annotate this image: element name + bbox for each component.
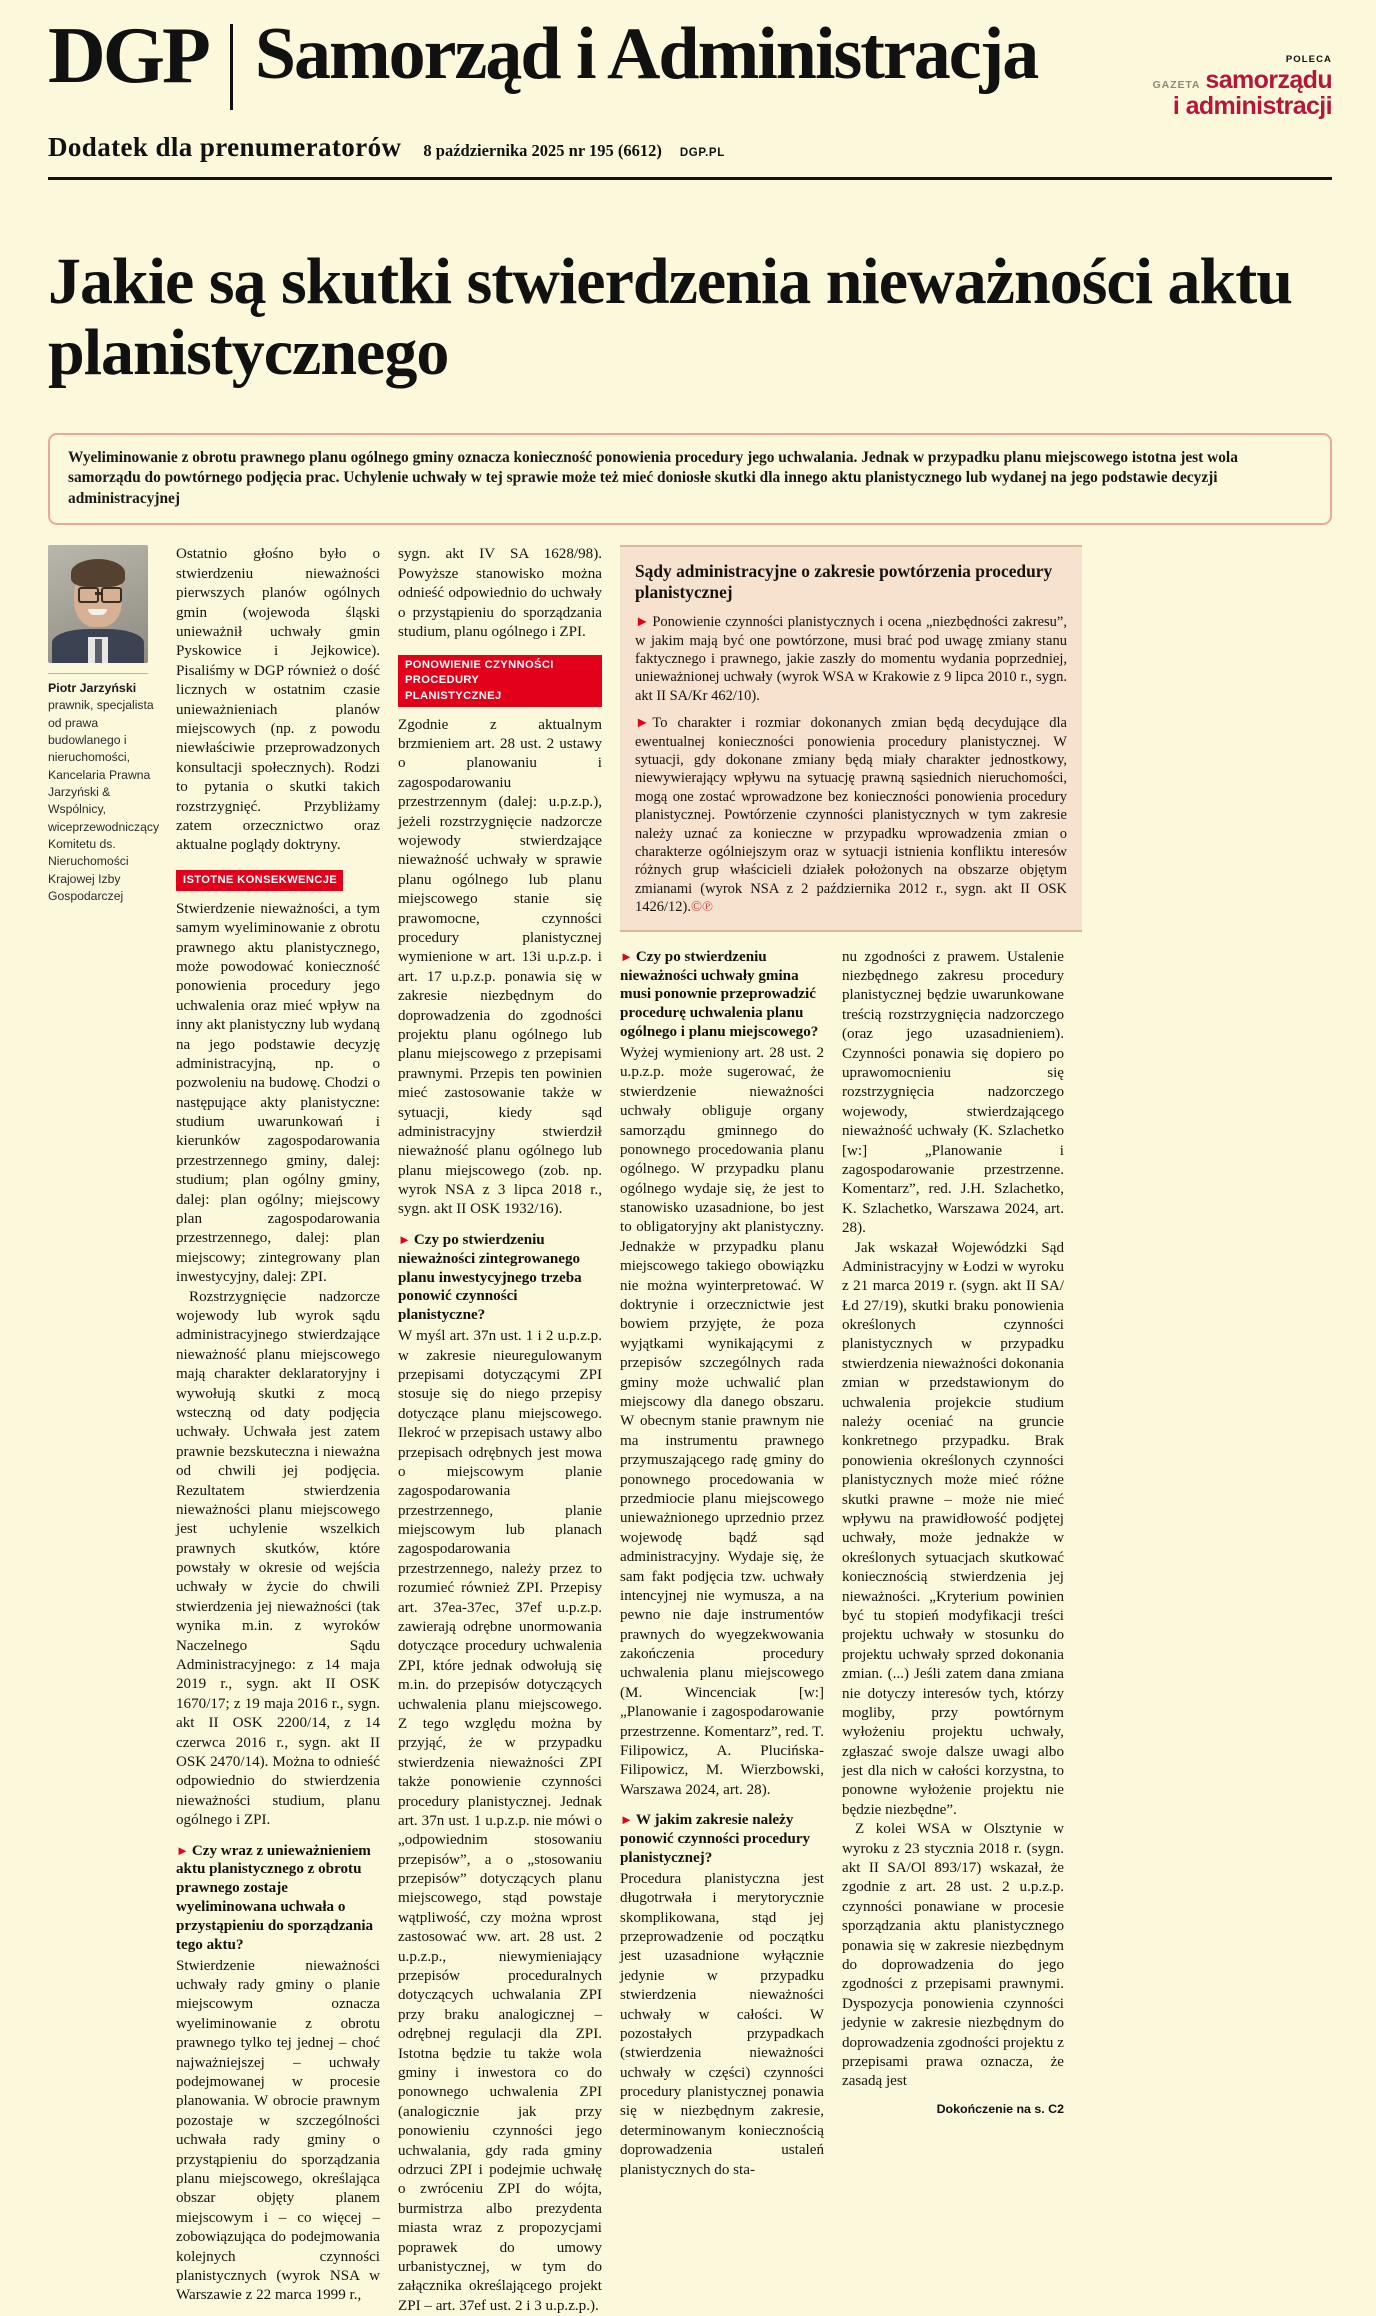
text-column-3 — [620, 948, 842, 2180]
header-rule — [48, 177, 1332, 180]
byline-divider — [48, 673, 148, 674]
paragraph: Ostatnio głośno było o stwierdzeniu nieważności pierwszych planów ogólnych gmin (wojewoda śląski unieważnił uchwały gmin Pyskowice i Jejkowice). Pisaliśmy w DGP również o dość licznych w ostatnim czasie unieważnieniach planów miejscowych (np. z powodu niewłaściwie przeprowadzonych konsultacji społecznych). Rodzi to pytania o skutki takich rozstrzygnięć. Przybliżamy zatem orzecznictwo oraz aktualne poglądy doktryny. — [176, 546, 380, 854]
arrow-icon: ► — [620, 948, 633, 964]
page-title: Jakie są skutki stwierdzenia nieważności aktu planistycznego — [48, 245, 1292, 390]
paragraph: W myśl art. 37n ust. 1 i 2 u.p.z.p. w zakresie nieuregulowanym przepisami dotyczącymi ZPI stosuje się do niego przepisy dotyczące planu miejscowego. Ilekroć w przepisach ustawy albo przepisach odrębnych jest mowa o miejscowym planie zagospodarowania przestrzennego, planie miejscowym lub planach zagospodarowania przestrzennego, należy przez to rozumieć również ZPI. Przepisy art. 37ea-37ec, 37ef u.p.z.p. zawierają odrębne unormowania dotyczące procedury uchwalenia ZPI, które jednak odwołują się m.in. do przepisów dotyczących uchwalenia planu miejscowego. Z tego względu można by przyjąć, że w przypadku stwierdzenia nieważności ZPI także ponowienie czynności procedury planistycznej. Jednak art. 37n ust. 1 u.p.z.p. nie mówi o „odpowiednim stosowaniu przepisów”, a o „stosowaniu przepisów” dotyczących planu miejscowego, stąd powstaje wątpliwość, czy można wprost zastosować ww. art. 28 ust. 2 u.p.z.p., niewymieniający przepisów proceduralnych dotyczących uchwalania ZPI przy braku analogicznej – odrębnej regulacji dla ZPI. Istotna będzie tu także wola gminy i inwestora co do ponownego uchwalenia ZPI (analogicznie jak przy ponowieniu czynności jego uchwalania, gdy rada gminy odrzuci ZPI i podejmie uchwałę o zwróceniu ZPI do wójta, burmistrza albo prezydenta miasta wraz z propozycjami poprawek do umowy urbanistycznej, w tym do załącznika określającego projekt ZPI – art. 37ef ust. 2 i 3 u.p.z.p.). — [398, 1328, 602, 2314]
masthead-divider — [230, 24, 233, 110]
promo-poleca-label: POLECA — [1285, 54, 1332, 65]
section-title: Samorząd i Administracja — [254, 13, 1038, 95]
sidebox-title: Sądy administracyjne o zakresie powtórzenia procedury planistycznej — [635, 561, 1053, 603]
promo-block — [1153, 54, 1332, 119]
arrow-icon: ► — [176, 1842, 189, 1858]
question-heading: ► W jakim zakresie należy ponowić czynności procedury planistycznej? — [620, 1812, 811, 1866]
sidebar-box-court-rulings — [620, 545, 1082, 931]
issue-date: 8 października 2025 nr 195 (6612) — [423, 141, 662, 160]
paragraph: Stwierdzenie nieważności, a tym samym wyeliminowanie z obrotu prawnego aktu planistycznego, może powodować konieczność ponowienia procedury jego uchwalenia oraz mieć wpływ na inny akt planistyczny lub wydaną na jego podstawie decyzję administracyjną, np. o pozwoleniu na budowę. Chodzi o następujące akty planistyczne: studium uwarunkowań i kierunków zagospodarowania przestrzennego gminy, dalej: studium; plan ogólny gminy, dalej: plan ogólny; miejscowy plan zagospodarowania przestrzennego, dalej: plan miejscowy; zintegrowany plan inwestycyjny, dalej: ZPI. — [176, 900, 380, 1286]
arrow-icon: ► — [620, 1812, 633, 1828]
paragraph: Stwierdzenie nieważności uchwały rady gminy o planie miejscowym oznacza wyeliminowanie z obrotu prawnego tylko tej jednej – choć najważniejszej – uchwały podejmowanej w procesie planowania. W obrocie prawnym pozostaje w szczególności uchwała rady gminy o przystąpieniu do sporządzania planu miejscowego, określająca obszar objęty planem miejscowym i – co więcej – zobowiązująca do podejmowania kolejnych czynności planistycznych (wyrok NSA w Warszawie z 22 marca 1999 r., — [176, 1957, 380, 2304]
author-name: Piotr Jarzyński — [48, 681, 137, 696]
question-heading: ► Czy po stwierdzeniu nieważności uchwały gmina musi ponownie przeprowadzić procedurę uchwalenia planu ogólnego i planu miejscowego? — [620, 948, 819, 1041]
promo-title-line2: i administracji — [1172, 92, 1332, 120]
copyright-mark: ©℗ — [690, 899, 714, 916]
paragraph: Z kolei WSA w Olsztynie w wyroku z 23 stycznia 2018 r. (sygn. akt II SA/Ol 893/17) wskazał, że zgodnie z art. 28 ust. 2 u.p.z.p. czynności ponawiane w procesie sporządzania aktu planistycznego ponawia się w zakresie niezbędnym do doprowadzenia do jego zgodności z przepisami prawnymi. Dyspozycja ponowienia czynności jedynie w zakresie niezbędnym do doprowadzenia zgodności projektu z przepisami prawa oznacza, że zasadą jest — [842, 1821, 1064, 2090]
text-column-1 — [176, 545, 398, 2316]
sidebox-item: ► Ponowienie czynności planistycznych i ocena „niezbędności zakresu”, w jakim mają być one powtórzone, musi brać pod uwagę zmiany stanu faktycznego i prawnego, jakie zaszły do momentu wydania poprzedniej, unieważnionej uchwały (wyrok WSA w Krakowie z 9 lipca 2010 r., sygn. akt II SA/Kr 462/10). — [635, 614, 1067, 704]
arrow-icon: ► — [398, 1231, 411, 1247]
paragraph: Rozstrzygnięcie nadzorcze wojewody lub wyrok sądu administracyjnego stwierdzające nieważność planu miejscowego mają charakter deklaratoryjny i wywołują skutki z mocą wsteczną od daty podjęcia uchwały. Uchwała jest zatem prawnie bezskuteczna i nieważna od chwili jej podjęcia. Rezultatem stwierdzenia nieważności planu miejscowego jest uchylenie wszelkich prawnych skutków, które powstały w okresie od wejścia uchwały w życie do chwili stwierdzenia jej nieważności (tak wynika m.in. z wyroków Naczelnego Sądu Administracyjnego: z 14 maja 2019 r., sygn. akt II OSK 1670/17; z 19 maja 2016 r., sygn. akt II OSK 2200/14, z 14 czerwca 2016 r., sygn. akt II OSK 2470/14). Można to odnieść odpowiednio do stwierdzenia nieważności studium, planu ogólnego i ZPI. — [176, 1288, 380, 1829]
lead-paragraph: Wyeliminowanie z obrotu prawnego planu ogólnego gminy oznacza konieczność ponowienia procedury jego uchwalania. Jednak w przypadku planu miejscowego istotna jest wola samorządu do powtórnego podjęcia prac. Uchylenie uchwały w tej sprawie może też mieć doniosłe skutki dla innego aktu planistycznego lub wydanej na jego podstawie decyzji administracyjnej — [48, 433, 1332, 525]
author-column — [48, 545, 176, 2316]
supplement-label: Dodatek dla prenumeratorów — [48, 132, 402, 162]
paragraph: Jak wskazał Wojewódzki Sąd Administracyjny w Łodzi w wyroku z 21 marca 2019 r. (sygn. akt II SA/Łd 27/19), skutki braku ponowienia określonych czynności planistycznych w przypadku stwierdzenia nieważności dokonania zmian w przedstawionym do uchwalenia projekcie studium należy oceniać na gruncie konkretnego przypadku. Brak ponowienia określonych czynności planistycznych może mieć różne skutki prawne – może nie mieć wpływu na prawidłowość podjętej uchwały, może jednakże w określonych sytuacjach skutkować koniecznością stwierdzenia jej nieważności. „Kryterium powinien być tu stopień modyfikacji treści projektu uchwały w stosunku do projektu uchwały sprzed dokonania zmian. (...) Jeśli zatem dana zmiana nie dotyczy interesów tych, którzy mogliby, przy powtórnym wyłożeniu projektu uchwały, zgłaszać swoje dalsze uwagi albo jest dla nich w całości korzystna, to ponowne wyłożenie projektu nie będzie niezbędne”. — [842, 1239, 1064, 1818]
author-description: prawnik, specjalista od prawa budowlanego i nieruchomości, Kancelaria Prawna Jarzyński & Wspólnicy, wiceprzewodniczący Komitetu ds. Nieruchomości Krajowej Izby Gospodarczej — [48, 698, 160, 904]
site-url: DGP.PL — [679, 147, 725, 159]
paragraph: Wyżej wymieniony art. 28 ust. 2 u.p.z.p. może sugerować, że stwierdzenie nieważności uchwały obliguje organy samorządu gminnego do ponownego procedowania planu ogólnego. W przypadku planu ogólnego wydaje się, że jest to stanowisko uzasadnione, bo jest to obligatoryjny akt planistyczny. Jednakże w przypadku planu miejscowego takiego obowiązku nie można wyinterpretować. W doktrynie i orzecznictwie jest bowiem przyjęte, że poza wyjątkami wynikającymi z przepisów szczególnych rada gminy może uchwalić plan miejscowy dla danego obszaru. W obecnym stanie prawnym nie ma instrumentu prawnego przymuszającego radę gminy do ponownego procedowania w przedmiocie planu miejscowego unieważnionego uprzednio przez wojewodę bądź sąd administracyjny. Wydaje się, że sam fakt podjęcia tzw. uchwały intencyjnej nie wymusza, a na pewno nie daje instrumentów prawnych do wyegzekwowania zakończenia procedury uchwalenia planu miejscowego (M. Wincenciak [w:] „Planowanie i zagospodarowanie przestrzenne. Komentarz”, red. T. Filipowicz, A. Plucińska-Filipowicz, M. Wierzbowski, Warszawa 2024, art. 28). — [620, 1044, 824, 1798]
question-heading: ► Czy wraz z unieważnieniem aktu planistycznego z obrotu prawnego zostaje wyeliminowana uchwała o przystąpieniu do sporządzania tego aktu? — [176, 1842, 374, 1953]
paragraph: Procedura planistyczna jest długotrwała i merytorycznie skomplikowana, stąd jej przeprowadzenie od początku jest uzasadnione wyłącznie jedynie w przypadku stwierdzenia nieważności uchwały w całości. W pozostałych przypadkach (stwierdzenia nieważności uchwały w części) czynności procedury planistycznej ponawia się w niezbędnym zakresie, determinowanym koniecznością doprowadzenia ustaleń planistycznych do sta- — [620, 1870, 824, 2178]
paragraph: nu zgodności z prawem. Ustalenie niezbędnego zakresu procedury planistycznej będzie uwarunkowane treścią rozstrzygnięcia nadzorczego (oraz jego uzasadnieniem). Czynności ponawia się dopiero po uprawomocnieniu się rozstrzygnięcia nadzorczego wojewody, stwierdzającego nieważność uchwały (K. Szlachetko [w:] „Planowanie i zagospodarowanie przestrzenne. Komentarz”, red. J.H. Szlachetko, K. Szlachetko, Warszawa 2024, art. 28). — [842, 948, 1064, 1237]
text-column-2 — [398, 545, 620, 2316]
arrow-icon: ► — [635, 715, 650, 732]
brand-logo: DGP — [48, 12, 208, 100]
avatar — [48, 545, 148, 663]
paragraph: Zgodnie z aktualnym brzmieniem art. 28 ust. 2 ustawy o planowaniu i zagospodarowaniu przestrzennym (dalej: u.p.z.p.), jeżeli rozstrzygnięcie nadzorcze wojewody stwierdzające nieważność uchwały w sprawie planu ogólnego lub planu miejscowego stanie się prawomocne, czynności procedury planistycznej wymienione w art. 13i u.p.z.p. i art. 17 u.p.z.p. ponawia się w zakresie niezbędnym do doprowadzenia do zgodności projektu planu ogólnego lub planu miejscowego z przepisami prawnymi. Przepis ten powinien mieć zastosowanie także w sytuacji, kiedy sąd administracyjny stwierdził nieważność planu ogólnego lub planu miejscowego (zob. np. wyrok NSA z 3 lipca 2018 r., sygn. akt II OSK 1932/16). — [398, 716, 602, 1218]
paragraph: sygn. akt IV SA 1628/98). Powyższe stanowisko można odnieść odpowiednio do uchwały o przystąpieniu do sporządzania studium, planu ogólnego i ZPI. — [398, 546, 602, 640]
arrow-icon: ► — [635, 614, 650, 631]
sidebox-item: ► To charakter i rozmiar dokonanych zmian będą decydujące dla ewentualnej konieczności ponowienia procedury planistycznej. W sytuacji, gdy dokonane zmiany będą miały charakter jednostkowy, niewywierający wpływu na sytuację prawną sąsiednich nieruchomości, mogą one zostać wprowadzone bez konieczności ponowienia procedury planistycznej. Powtórzenie czynności planistycznych w tym zakresie należy uznać za konieczne w przypadku wprowadzenia zmian o charakterze ogólniejszym oraz w sytuacji istnienia konfliktu interesów różnych grup właścicieli działek położonych na obszarze objętym zmianami (wyrok NSA z 2 października 2012 r., sygn. akt II OSK 1426/12).©℗ — [635, 715, 1067, 916]
kicker-ponowienie-czynnosci: PONOWIENIE CZYNNOŚCI PROCEDURY PLANISTYCZNEJ — [398, 655, 602, 706]
article-body — [0, 525, 1376, 2316]
promo-gazeta-label: GAZETA — [1152, 79, 1201, 91]
text-column-4 — [842, 948, 1064, 2180]
right-section — [620, 545, 1082, 2316]
question-heading: ► Czy po stwierdzeniu nieważności zintegrowanego planu inwestycyjnego trzeba ponowić czynności planistyczne? — [398, 1231, 582, 1324]
continuation-note: Dokończenie na s. C2 — [936, 2101, 1064, 2116]
kicker-istotne-konsekwencje: ISTOTNE KONSEKWENCJE — [176, 870, 343, 891]
promo-title-line1: samorządu — [1205, 66, 1332, 94]
